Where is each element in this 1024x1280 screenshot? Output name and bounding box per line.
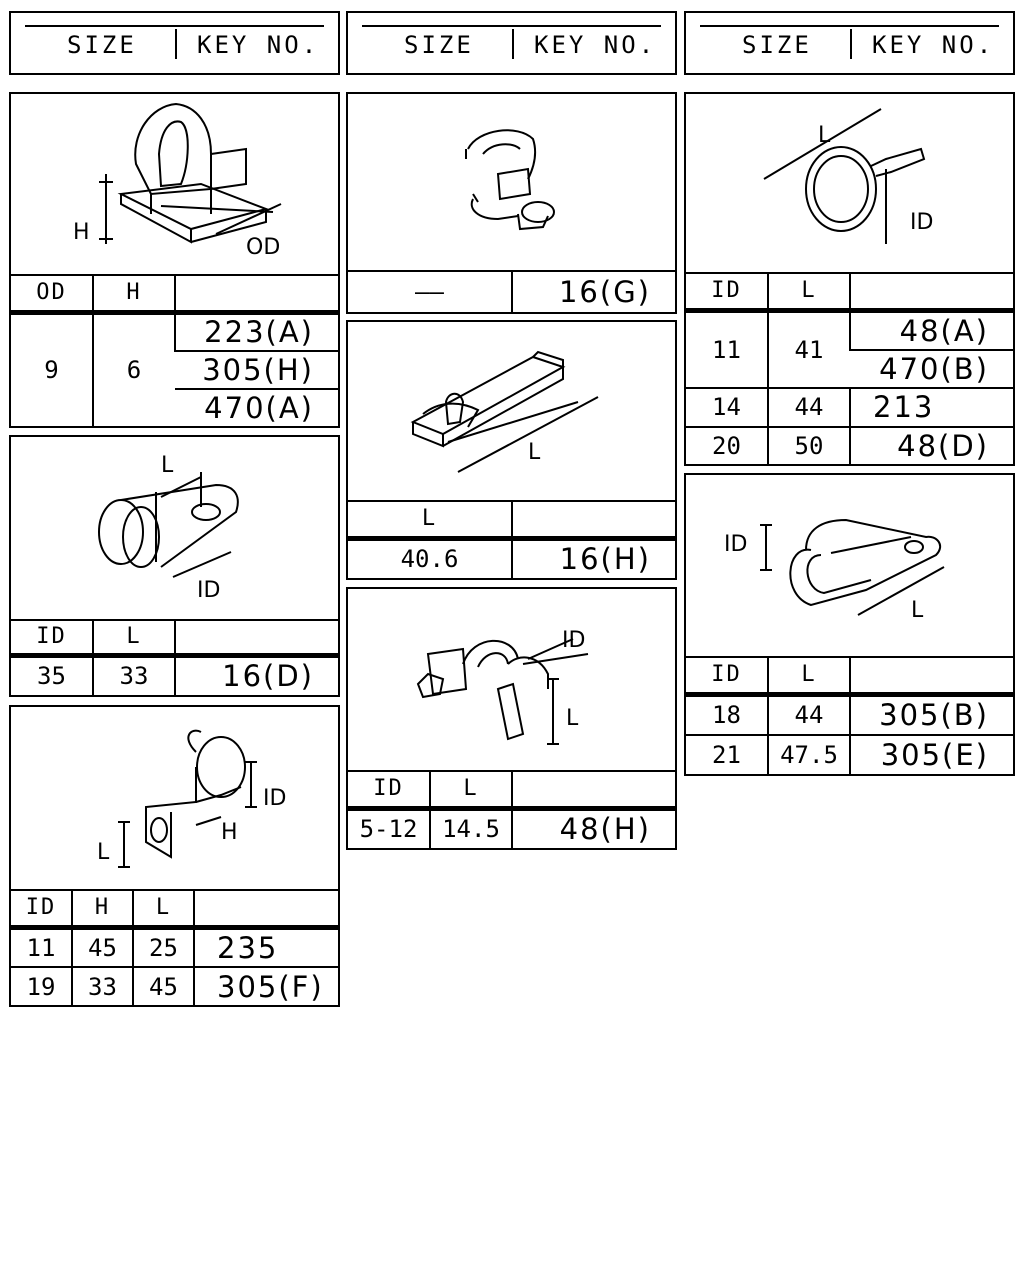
od-value: 9 [11, 312, 93, 426]
clamp-16g-illustration [348, 94, 675, 276]
id-dimension-label: ID [263, 786, 287, 811]
part-clamp-16d [9, 435, 340, 697]
clip-od-h-table [11, 274, 338, 426]
part-pclamp-id-h-l [9, 705, 340, 1007]
strap-16h-illustration [348, 322, 675, 504]
id-value: 18 [686, 694, 768, 735]
part-clamp-16g [346, 92, 677, 314]
header-rule [362, 25, 661, 27]
clip-od-h-illustration [11, 94, 338, 276]
l-value: 40.6 [348, 538, 512, 578]
header-col3 [684, 11, 1015, 75]
column-header-id: ID [36, 624, 67, 650]
id-dimension-label: ID [910, 210, 934, 235]
header-rule [25, 25, 324, 27]
key-number: 48(A) [850, 310, 1013, 350]
id-value: 5-12 [348, 808, 430, 848]
clip-48h-illustration [348, 589, 675, 775]
id-dimension-label: ID [197, 578, 221, 603]
l-dimension-label: L [97, 840, 110, 865]
key-number: 223(A) [175, 312, 338, 351]
id-value: 21 [686, 735, 768, 774]
l-value: 41 [768, 310, 850, 388]
l-value: 14.5 [430, 808, 512, 848]
id-value: 11 [686, 310, 768, 388]
part-strap-16h [346, 320, 677, 580]
column-header-key [512, 772, 675, 808]
id-value: 35 [11, 655, 93, 695]
size-heading: SIZE [404, 31, 474, 59]
h-dimension-label: H [221, 820, 238, 845]
l-value: 50 [768, 427, 850, 464]
part-pclamp-id-l [684, 473, 1015, 776]
strap-16h-table [348, 500, 675, 578]
column-header-id: ID [25, 895, 57, 921]
l-value: 44 [768, 694, 850, 735]
od-dimension-label: OD [246, 235, 281, 260]
column-header-l: L [768, 274, 850, 310]
clamp-16d-table [11, 619, 338, 695]
key-number: 16(D) [175, 655, 338, 695]
size-heading: SIZE [742, 31, 812, 59]
key-number: 305(B) [850, 694, 1013, 735]
key-number: 16(H) [512, 538, 675, 578]
l-value: 45 [133, 967, 194, 1005]
key-number: 235 [194, 927, 338, 967]
key-no-heading: KEY NO. [197, 31, 320, 59]
column-header-l: L [133, 891, 194, 927]
h-dimension-label: H [73, 220, 90, 245]
h-value: 45 [72, 927, 133, 967]
band-id-l-illustration [686, 94, 1013, 276]
column-header-l: L [421, 506, 438, 532]
id-value: 20 [686, 427, 768, 464]
pclamp-id-h-l-table [11, 889, 338, 1005]
clamp-16g-table [348, 270, 675, 312]
l-value: 44 [768, 388, 850, 426]
key-number: 213 [850, 388, 1013, 426]
header-divider [175, 29, 177, 59]
pclamp-id-l-table [686, 656, 1013, 774]
id-dimension-label: ID [724, 532, 748, 557]
key-no-heading: KEY NO. [872, 31, 995, 59]
column-header-l: L [93, 621, 175, 655]
key-number: 48(H) [512, 808, 675, 848]
column-header-l: L [768, 658, 850, 694]
key-number: 305(E) [850, 735, 1013, 774]
l-dimension-label: L [161, 453, 174, 478]
header-rule [700, 25, 999, 27]
id-value: 11 [11, 927, 72, 967]
size-heading: SIZE [67, 31, 137, 59]
key-no-heading: KEY NO. [534, 31, 657, 59]
l-value: 47.5 [768, 735, 850, 774]
l-dimension-label: L [911, 598, 924, 623]
h-value: 33 [72, 967, 133, 1005]
key-number: 48(D) [850, 427, 1013, 464]
h-value: 6 [93, 312, 175, 426]
key-number: 16(G) [512, 272, 675, 312]
l-dimension-label: L [818, 123, 831, 148]
pclamp-id-l-illustration [686, 475, 1013, 661]
column-header-key [850, 274, 1013, 310]
band-id-l-table [686, 272, 1013, 464]
key-number: 305(H) [175, 351, 338, 389]
part-clip-48h [346, 587, 677, 850]
clip-48h-table [348, 770, 675, 848]
key-number: 470(A) [175, 389, 338, 426]
header-divider [850, 29, 852, 59]
column-header-key [194, 891, 338, 927]
key-number: 470(B) [850, 350, 1013, 388]
l-dimension-label: L [528, 440, 541, 465]
column-header-h: H [93, 276, 175, 312]
header-divider [512, 29, 514, 59]
pclamp-id-h-l-illustration [11, 707, 338, 893]
size-value: —— [415, 278, 444, 306]
l-dimension-label: L [566, 706, 579, 731]
clamp-16d-illustration [11, 437, 338, 623]
id-value: 14 [686, 388, 768, 426]
id-value: 19 [11, 967, 72, 1005]
column-header-key [175, 276, 338, 312]
column-header-id: ID [373, 776, 404, 802]
column-header-od: OD [36, 280, 67, 306]
column-header-id: ID [711, 278, 742, 304]
column-header-key [850, 658, 1013, 694]
part-clip-od-h [9, 92, 340, 428]
l-value: 33 [93, 655, 175, 695]
l-value: 25 [133, 927, 194, 967]
part-band-id-l [684, 92, 1015, 466]
header-col1 [9, 11, 340, 75]
id-dimension-label: ID [562, 628, 586, 653]
column-header-key [512, 502, 675, 538]
column-header-l: L [430, 772, 512, 808]
header-col2 [346, 11, 677, 75]
column-header-key [175, 621, 338, 655]
key-number: 305(F) [194, 967, 338, 1005]
column-header-id: ID [711, 662, 742, 688]
column-header-h: H [72, 891, 133, 927]
